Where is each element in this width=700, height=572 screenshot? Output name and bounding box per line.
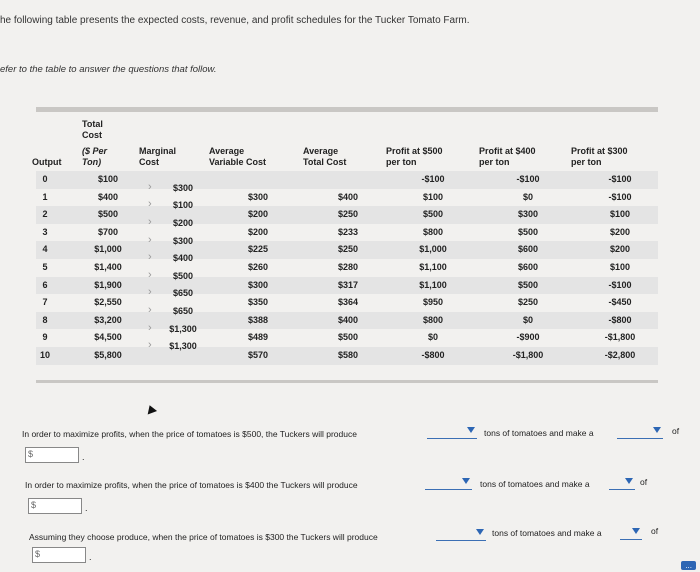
cell-p400: $0 [522, 314, 534, 325]
chevron-right-icon: › [148, 216, 152, 228]
cell-p300: $200 [609, 244, 631, 255]
cell-p400: $250 [517, 297, 539, 308]
cell-tc: $5,800 [94, 350, 122, 360]
intro-text: he following table presents the expected costs, revenue, and profit schedules for the Tucker Tomato Farm. [0, 15, 470, 26]
question-2-end: of [640, 477, 648, 487]
cell-output: 3 [42, 226, 48, 237]
cell-p500: $800 [422, 226, 444, 237]
cell-p500: $0 [427, 332, 439, 343]
chevron-right-icon: › [148, 233, 152, 246]
q2-tons-dropdown[interactable] [425, 477, 472, 490]
q2-amount-input[interactable] [28, 498, 82, 514]
cell-p500: $1,100 [419, 262, 447, 272]
chevron-right-icon: › [148, 251, 152, 264]
cell-p500: $500 [422, 209, 444, 220]
header-total-cost-4: Ton) [82, 157, 102, 167]
header-p400-2: per ton [479, 157, 510, 167]
cell-p400: $500 [517, 226, 539, 237]
cell-marginal: $200 [172, 218, 194, 228]
header-p300-2: per ton [571, 157, 602, 167]
header-avc-2: Variable Cost [209, 157, 267, 167]
cell-marginal: $1,300 [169, 323, 197, 334]
cell-p500: $100 [422, 191, 444, 202]
cell-avc: $225 [247, 244, 269, 255]
cell-tc: $100 [97, 174, 119, 184]
cell-p300: -$2,800 [604, 350, 636, 360]
cell-p400: $600 [517, 244, 539, 255]
header-total-cost-3: ($ Per [82, 146, 108, 156]
chevron-right-icon: › [148, 339, 152, 352]
header-atc-1: Average [303, 146, 339, 156]
cell-p300: -$1,800 [604, 332, 636, 343]
header-p300-1: Profit at $300 [571, 146, 628, 156]
cell-tc: $700 [97, 226, 119, 237]
dollar-sign: $ [31, 500, 37, 510]
cell-p500: $1,000 [419, 244, 447, 255]
cell-p400: $0 [522, 191, 534, 202]
chevron-right-icon: › [148, 321, 152, 334]
question-3-mid: tons of tomatoes and make a [492, 528, 602, 538]
mouse-cursor-icon [145, 404, 157, 415]
cell-p400: -$900 [516, 332, 540, 343]
cell-tc: $2,550 [94, 297, 122, 308]
cell-output: 6 [42, 279, 48, 290]
chevron-right-icon: › [148, 286, 152, 299]
cell-tc: $4,500 [94, 332, 122, 343]
cell-p300: -$800 [608, 314, 632, 325]
cost-table [32, 113, 658, 381]
cell-p400: $500 [517, 279, 539, 290]
cell-p400: $600 [517, 262, 539, 272]
chevron-down-icon [632, 528, 640, 534]
cell-atc: $250 [337, 244, 359, 255]
cell-output: 10 [39, 350, 51, 360]
cell-avc: $570 [247, 350, 269, 360]
question-1-text: In order to maximize profits, when the price of tomatoes is $500, the Tuckers will produce [22, 429, 357, 439]
q2-profit-dropdown[interactable] [609, 477, 635, 490]
header-p500-2: per ton [386, 157, 417, 167]
question-1-mid: tons of tomatoes and make a [484, 428, 594, 438]
cell-p300: -$100 [608, 191, 632, 202]
cell-tc: $1,900 [94, 279, 122, 290]
cell-p500: $800 [422, 314, 444, 325]
cell-marginal: $300 [172, 235, 194, 246]
cell-marginal: $1,300 [169, 341, 197, 352]
cell-atc: $233 [337, 226, 359, 237]
cell-p300: -$450 [608, 297, 632, 308]
cell-atc: $580 [337, 350, 359, 360]
cell-output: 2 [42, 209, 48, 220]
chevron-down-icon [467, 427, 475, 433]
header-marginal-1: Marginal [139, 146, 177, 156]
cell-marginal: $650 [172, 288, 194, 299]
chevron-right-icon: › [148, 180, 152, 193]
cell-marginal: $650 [172, 306, 194, 316]
header-marginal-2: Cost [139, 157, 159, 167]
cell-atc: $400 [337, 314, 359, 325]
chevron-right-icon: › [148, 268, 152, 281]
cell-output: 5 [42, 262, 48, 272]
cell-marginal: $100 [172, 200, 194, 211]
header-avc-1: Average [209, 146, 245, 156]
cell-p500: -$800 [421, 350, 445, 360]
dollar-sign: $ [28, 449, 34, 459]
header-output: Output [32, 157, 62, 167]
cell-p400: $300 [517, 209, 539, 220]
chevron-down-icon [653, 427, 661, 433]
q3-tons-dropdown[interactable] [436, 528, 486, 541]
question-2-text: In order to maximize profits, when the price of tomatoes is $400 the Tuckers will produce [25, 480, 358, 490]
cell-marginal: $300 [172, 182, 194, 193]
q1-amount-input[interactable] [25, 447, 79, 463]
cell-p500: $1,100 [419, 279, 447, 290]
cell-avc: $260 [247, 262, 269, 272]
cell-p300: -$100 [608, 174, 632, 184]
cell-atc: $500 [337, 332, 359, 343]
chevron-down-icon [625, 478, 633, 484]
question-3-end: of [651, 526, 659, 536]
cell-tc: $3,200 [94, 314, 122, 325]
cell-atc: $280 [337, 262, 359, 272]
chevron-right-icon: › [148, 304, 152, 316]
header-total-cost-2: Cost [82, 130, 102, 140]
refer-text: efer to the table to answer the questions that follow. [0, 64, 217, 75]
cell-output: 8 [42, 314, 48, 325]
cell-atc: $317 [337, 279, 359, 290]
corner-badge: ... [681, 561, 696, 570]
cell-avc: $200 [247, 226, 269, 237]
cell-avc: $388 [247, 314, 269, 325]
cell-p300: $100 [609, 262, 631, 272]
table-bottom-bar [36, 380, 658, 383]
cell-output: 1 [42, 191, 48, 202]
cell-output: 0 [42, 174, 48, 184]
cell-tc: $400 [97, 191, 119, 202]
cell-output: 7 [42, 297, 48, 308]
cell-avc: $350 [247, 297, 269, 308]
q1-profit-dropdown[interactable] [617, 426, 663, 439]
question-2-mid: tons of tomatoes and make a [480, 479, 590, 489]
header-atc-2: Total Cost [303, 157, 347, 167]
cell-avc: $489 [247, 332, 269, 343]
question-3-text: Assuming they choose produce, when the price of tomatoes is $300 the Tuckers will produce [29, 532, 378, 542]
q1-tons-dropdown[interactable] [427, 426, 477, 439]
header-p400-1: Profit at $400 [479, 146, 536, 156]
cell-marginal: $500 [172, 270, 194, 281]
chevron-down-icon [462, 478, 470, 484]
chevron-right-icon: › [148, 198, 152, 211]
cell-atc: $250 [337, 209, 359, 220]
cell-avc: $200 [247, 209, 269, 220]
cell-p500: $950 [422, 297, 444, 308]
table-top-bar [36, 107, 658, 112]
cell-tc: $1,400 [94, 262, 122, 272]
table-row [36, 171, 658, 189]
cell-p300: $200 [609, 226, 631, 237]
cell-atc: $364 [337, 297, 359, 308]
cell-output: 9 [42, 332, 48, 343]
cell-output: 4 [42, 244, 48, 255]
q3-amount-input[interactable] [32, 547, 86, 563]
cell-p300: $100 [609, 209, 631, 220]
cell-avc: $300 [247, 279, 269, 290]
cell-p400: -$1,800 [512, 350, 544, 360]
q3-profit-dropdown[interactable] [620, 527, 642, 540]
cell-avc: $300 [247, 191, 269, 202]
header-total-cost-1: Total [82, 119, 103, 129]
cell-p300: -$100 [608, 279, 632, 290]
question-1-end: of [672, 426, 680, 436]
cell-tc: $1,000 [94, 244, 122, 255]
dollar-sign: $ [35, 549, 41, 559]
cell-p400: -$100 [516, 174, 540, 184]
cell-p500: -$100 [421, 174, 445, 184]
header-p500-1: Profit at $500 [386, 146, 443, 156]
cell-tc: $500 [97, 209, 119, 220]
cell-marginal: $400 [172, 253, 194, 264]
cell-atc: $400 [337, 191, 359, 202]
chevron-down-icon [476, 529, 484, 535]
